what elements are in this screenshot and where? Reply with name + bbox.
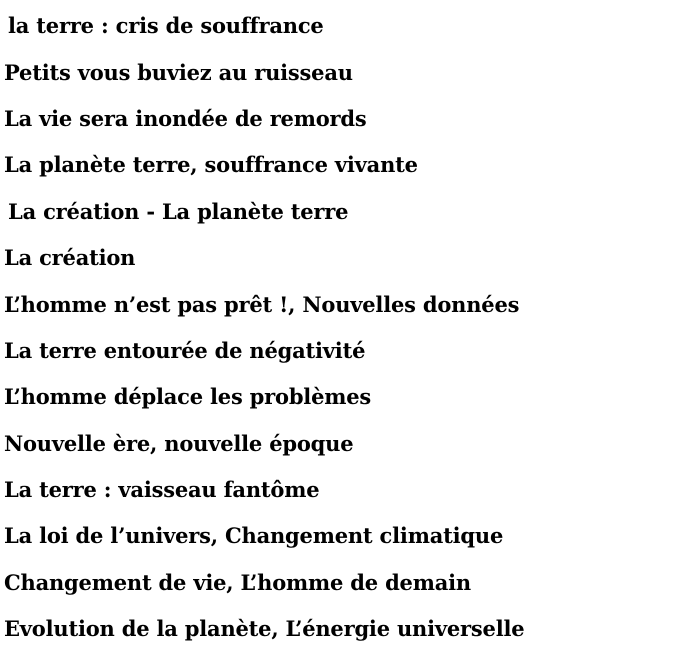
list-item: la terre : cris de souffrance <box>8 13 324 38</box>
list-item: Evolution de la planète, L’énergie universelle <box>4 616 525 641</box>
list-item: L’homme déplace les problèmes <box>4 384 372 409</box>
list-item: La création <box>4 245 136 270</box>
list-item: Changement de vie, L’homme de demain <box>4 570 471 595</box>
list-item: La terre entourée de négativité <box>4 338 366 363</box>
list-item: La loi de l’univers, Changement climatique <box>4 523 504 548</box>
list-item: Nouvelle ère, nouvelle époque <box>4 431 354 456</box>
list-item: La planète terre, souffrance vivante <box>4 152 418 177</box>
list-item: L’homme n’est pas prêt !, Nouvelles données <box>4 292 520 317</box>
list-item: La création - La planète terre <box>8 199 349 224</box>
list-item: La terre : vaisseau fantôme <box>4 477 320 502</box>
list-item: La vie sera inondée de remords <box>4 106 367 131</box>
list-item: Petits vous buviez au ruisseau <box>4 60 353 85</box>
